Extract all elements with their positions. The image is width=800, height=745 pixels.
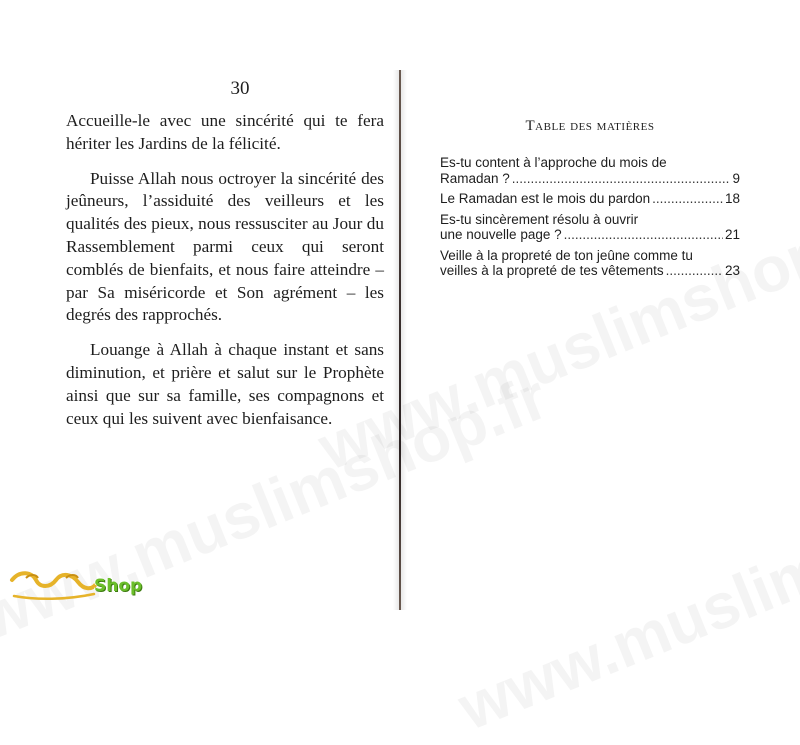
paragraph: Puisse Allah nous octroyer la sincérité des jeûneurs, l’assiduité des veilleurs et les qualités des pieux, nous ressusciter au Jour du Rassemblement parmi ceux qui seront comblés de bienfaits, et nous faire atteindre – par Sa miséricorde et Son agrément – les degrés des rapprochés. [66,168,384,325]
toc-page-number: 23 [724,263,740,278]
toc-entry-title: Es-tu content à l’approche du mois de [440,155,667,170]
toc-page-number: 18 [724,191,740,206]
toc-entry-title: Le Ramadan est le mois du pardon [440,191,651,206]
toc-entry-title: veilles à la propreté de tes vêtements [440,263,664,278]
toc-page-number: 9 [732,170,740,186]
toc-entry-title: Veille à la propreté de ton jeûne comme tu [440,247,693,263]
logo-text: Shop [94,576,143,596]
watermark [448,449,800,745]
body-text [66,110,384,430]
toc-heading: Table des matières [525,118,655,134]
left-page [66,78,384,430]
toc-leader-dots [512,171,731,187]
toc-entry [440,248,740,279]
page-number: 30 [230,78,250,99]
toc-leader-dots [564,227,723,243]
toc-entry [440,155,740,186]
toc-entry [440,212,740,243]
toc-entry-title: Es-tu sincèrement résolu à ouvrir [440,211,639,227]
paragraph: Accueille-le avec une sincérité qui te fera hériter les Jardins de la félicité. [66,111,384,153]
toc-entry-title: Ramadan ? [440,170,510,186]
toc-page-number: 21 [724,227,740,242]
toc-entry [440,191,740,207]
right-page [440,118,740,284]
paragraph: Louange à Allah à chaque instant et sans diminution, et prière et salut sur le Prophète ainsi que sur sa famille, ses compagnons et ceux qui les suivent avec bienfaisance. [66,340,384,428]
toc-leader-dots [652,191,723,207]
toc-leader-dots [666,263,723,279]
book-spine [399,70,401,610]
toc-entry-title: une nouvelle page ? [440,227,562,242]
